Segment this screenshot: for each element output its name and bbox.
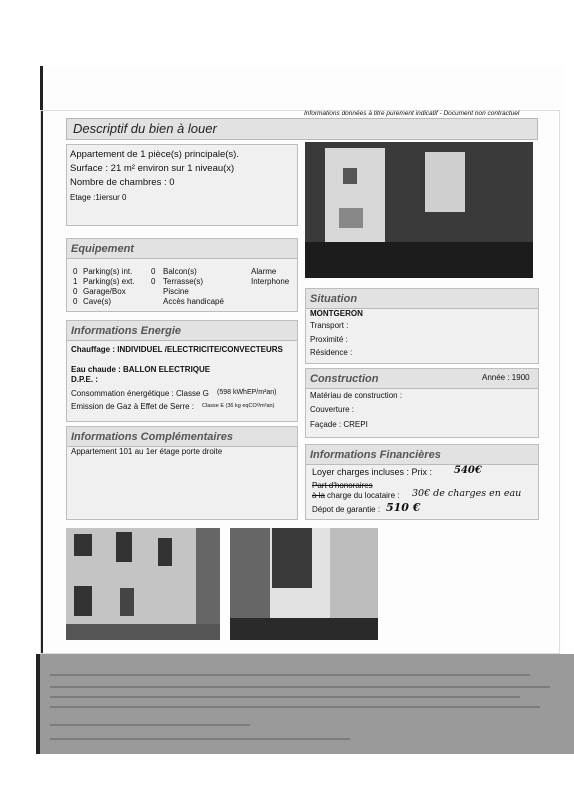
energie-ges: Emission de Gaz à Effet de Serre : <box>71 402 195 411</box>
financieres-title: Informations Financières <box>306 445 538 465</box>
energie-dpe: D.P.E. : <box>71 375 98 384</box>
financieres-loyer: Loyer charges incluses : Prix : <box>312 467 433 477</box>
situation-transport: Transport : <box>310 321 349 330</box>
financieres-prix-handwritten: 540€ <box>454 465 482 476</box>
equip-alarme: Alarme <box>251 267 277 276</box>
summary-box <box>66 144 298 226</box>
energie-ges-value: Classe E (36 kg eqCO²/m²an) <box>202 403 275 409</box>
construction-materiau: Matériau de construction : <box>310 391 403 400</box>
equip-label-1: Parking(s) int. <box>83 267 133 276</box>
energie-title: Informations Energie <box>67 321 297 341</box>
equip-label-2: Parking(s) ext. <box>83 277 135 286</box>
energie-chauffage: Chauffage : INDIVIDUEL /ELECTRICITE/CONVECTEURS <box>71 345 283 354</box>
situation-residence: Résidence : <box>310 348 353 357</box>
summary-line-2: Surface : 21 m² environ sur 1 niveau(x) <box>70 163 235 174</box>
situation-box <box>305 288 539 364</box>
energie-conso-value: (598 kWhEP/m²an) <box>217 389 277 396</box>
scanned-background-band <box>40 654 574 754</box>
title-bar <box>66 118 538 140</box>
equip-count-6: 0 <box>151 277 156 286</box>
window-left <box>325 148 385 248</box>
energie-box <box>66 320 298 422</box>
disclaimer-text: Informations données à titre purement indicatif - Document non contractuel <box>304 110 520 117</box>
summary-line-3: Nombre de chambres : 0 <box>70 177 175 188</box>
construction-annee: Année : 1900 <box>482 373 530 382</box>
interior-photo <box>305 142 533 278</box>
equip-label-7: Piscine <box>163 287 189 296</box>
financieres-honoraires: Part d'honoraires <box>312 481 373 490</box>
equip-count-4: 0 <box>73 297 78 306</box>
equip-label-6: Terrasse(s) <box>163 277 204 286</box>
equip-label-8: Accès handicapé <box>163 297 224 306</box>
room-photo <box>230 528 378 640</box>
complementaires-text: Appartement 101 au 1er étage porte droite <box>71 447 223 456</box>
financieres-charge-handwritten: 30€ de charges en eau <box>412 488 522 499</box>
page-title: Descriptif du bien à louer <box>73 121 217 136</box>
equip-count-3: 0 <box>73 287 78 296</box>
construction-facade: Façade : CREPI <box>310 420 368 429</box>
complementaires-box <box>66 426 298 520</box>
financieres-depot: Dépot de garantie : <box>312 505 381 514</box>
equip-count-1: 0 <box>73 267 78 276</box>
equip-count-2: 1 <box>73 277 78 286</box>
financieres-charge: charge du locataire : <box>327 491 400 500</box>
financieres-depot-handwritten: 510 € <box>386 501 421 514</box>
floor <box>305 242 533 278</box>
complementaires-title: Informations Complémentaires <box>67 427 297 447</box>
situation-city: MONTGERON <box>310 309 363 318</box>
equip-label-4: Cave(s) <box>83 297 112 306</box>
equipement-title: Equipement <box>67 239 297 259</box>
equip-interphone: Interphone <box>251 277 290 286</box>
summary-line-1: Appartement de 1 pièce(s) principale(s). <box>70 149 239 160</box>
equip-count-5: 0 <box>151 267 156 276</box>
window-right <box>425 152 465 212</box>
summary-line-4: Etage :1iersur 0 <box>70 193 127 202</box>
energie-eau: Eau chaude : BALLON ELECTRIQUE <box>71 365 211 374</box>
equipement-box <box>66 238 298 312</box>
financieres-charge-prefix: à la <box>312 491 325 500</box>
energie-conso: Consommation énergétique : Classe G <box>71 389 209 398</box>
situation-title: Situation <box>306 289 538 309</box>
financieres-box <box>305 444 539 520</box>
scan-edge <box>36 654 40 754</box>
construction-couverture: Couverture : <box>310 405 355 414</box>
equip-label-5: Balcon(s) <box>163 267 197 276</box>
facade-photo <box>66 528 220 640</box>
situation-proximite: Proximité : <box>310 335 348 344</box>
construction-title: Construction <box>306 369 538 389</box>
equip-label-3: Garage/Box <box>83 287 126 296</box>
construction-box <box>305 368 539 438</box>
